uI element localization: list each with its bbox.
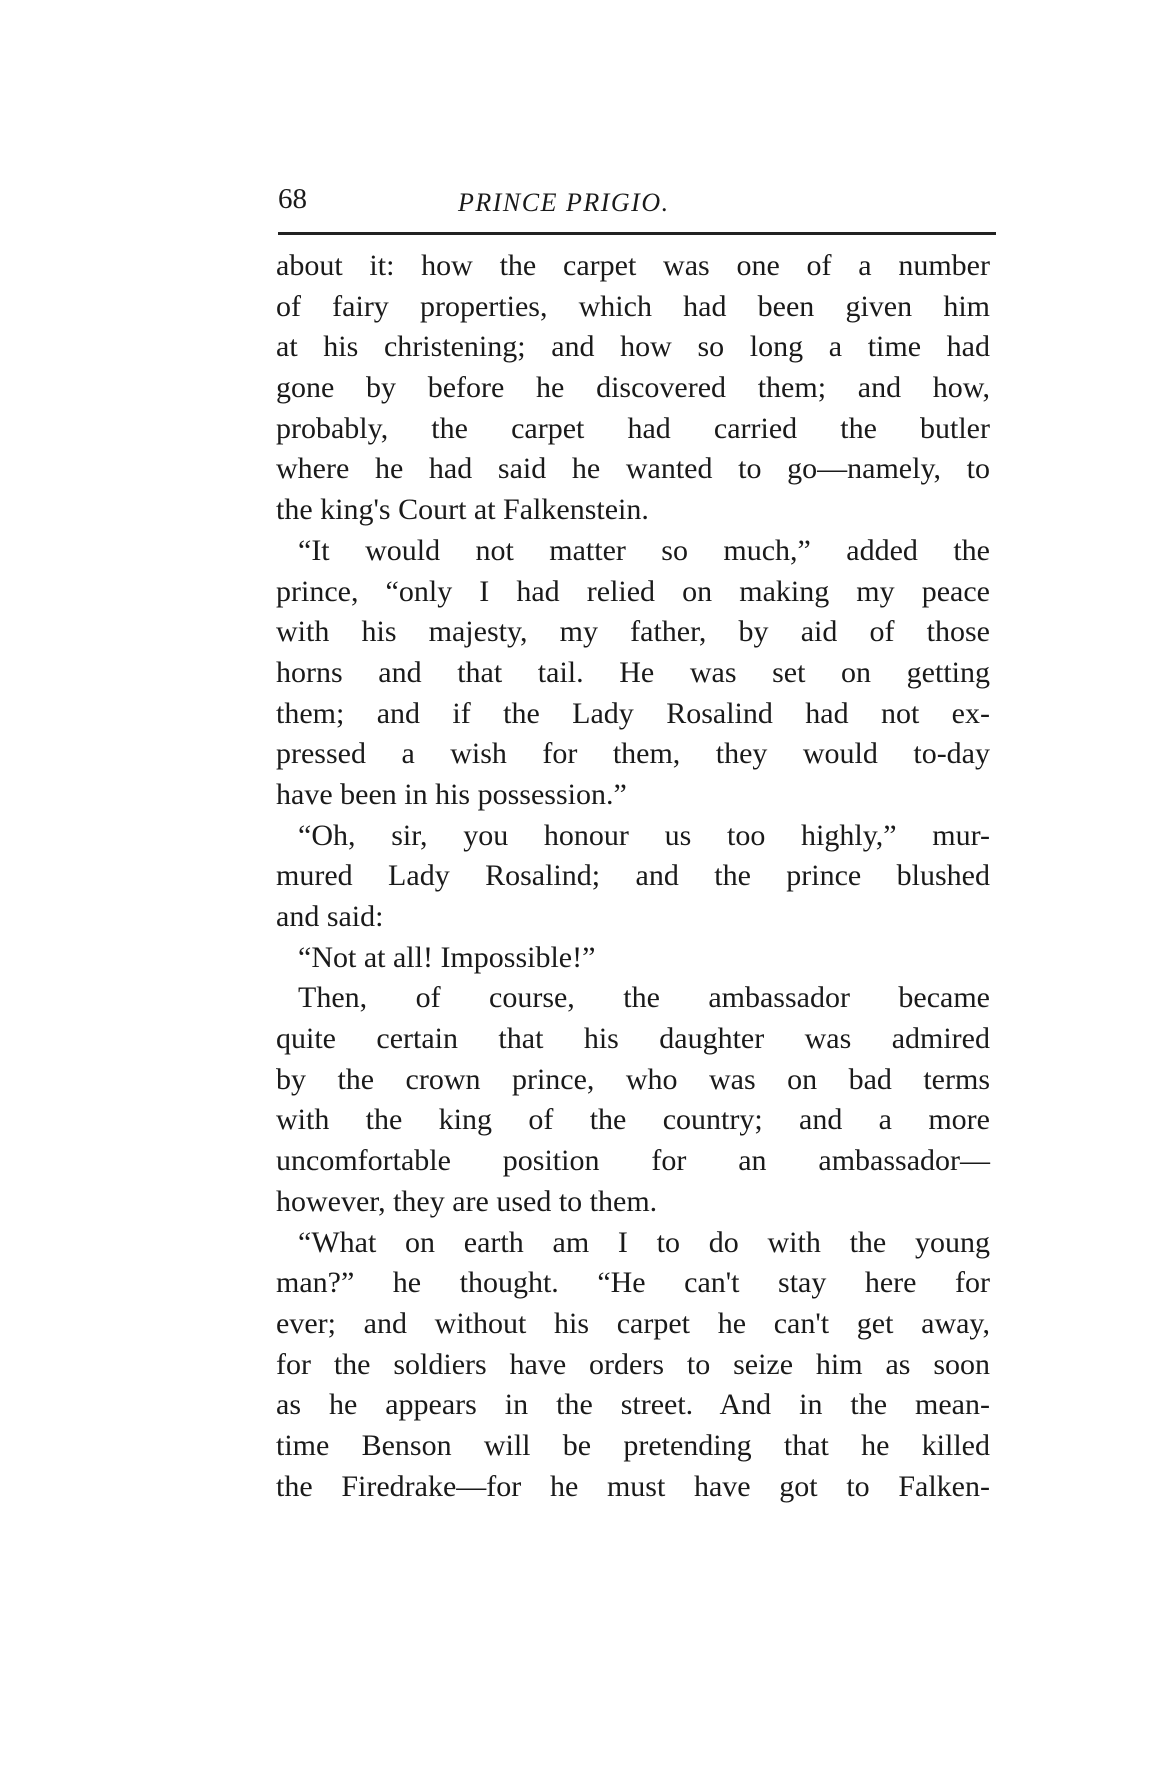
text-line: “Oh, sir, you honour us too highly,” mur- [298,818,990,852]
text-line: where he had said he wanted to go—namely, to [276,452,990,486]
text-line: by the crown prince, who was on bad terms [276,1062,990,1096]
text-line: the Firedrake—for he must have got to Falken- [276,1469,990,1503]
text-line: “It would not matter so much,” added the [298,533,990,567]
text-line: quite certain that his daughter was admired [276,1022,990,1056]
text-line: probably, the carpet had carried the butler [276,411,990,445]
text-line: however, they are used to them. [276,1184,658,1218]
text-line: pressed a wish for them, they would to-day [276,737,990,771]
text-line: ever; and without his carpet he can't get away, [276,1306,990,1340]
page-number: 68 [278,183,307,215]
text-line: the king's Court at Falkenstein. [276,493,649,527]
text-line: prince, “only I had relied on making my peace [276,574,990,608]
text-line: of fairy properties, which had been given him [276,289,990,323]
text-line: at his christening; and how so long a time had [276,330,990,364]
text-line: for the soldiers have orders to seize him as soon [276,1347,990,1381]
text-line: uncomfortable position for an ambassador— [276,1144,990,1178]
text-line: and said: [276,900,384,933]
text-line: “Not at all! Impossible!” [298,940,596,974]
text-line: about it: how the carpet was one of a number [276,249,990,282]
text-line: with his majesty, my father, by aid of those [276,615,990,649]
text-line: Then, of course, the ambassador became [298,981,990,1015]
text-line: gone by before he discovered them; and how, [276,371,990,405]
text-line: them; and if the Lady Rosalind had not ex- [276,696,990,730]
text-line: time Benson will be pretending that he killed [276,1428,990,1462]
text-line: as he appears in the street. And in the mean- [276,1388,990,1422]
running-head: PRINCE PRIGIO. [458,188,670,217]
text-line: “What on earth am I to do with the young [298,1225,990,1259]
body-text [276,246,990,1507]
page-header [278,183,998,223]
text-line: have been in his possession.” [276,777,627,811]
text-line: mured Lady Rosalind; and the prince blushed [276,859,990,893]
text-line: with the king of the country; and a more [276,1103,990,1137]
text-line: man?” he thought. “He can't stay here for [276,1266,990,1300]
header-rule [278,232,996,235]
text-line: horns and that tail. He was set on getting [276,655,990,689]
